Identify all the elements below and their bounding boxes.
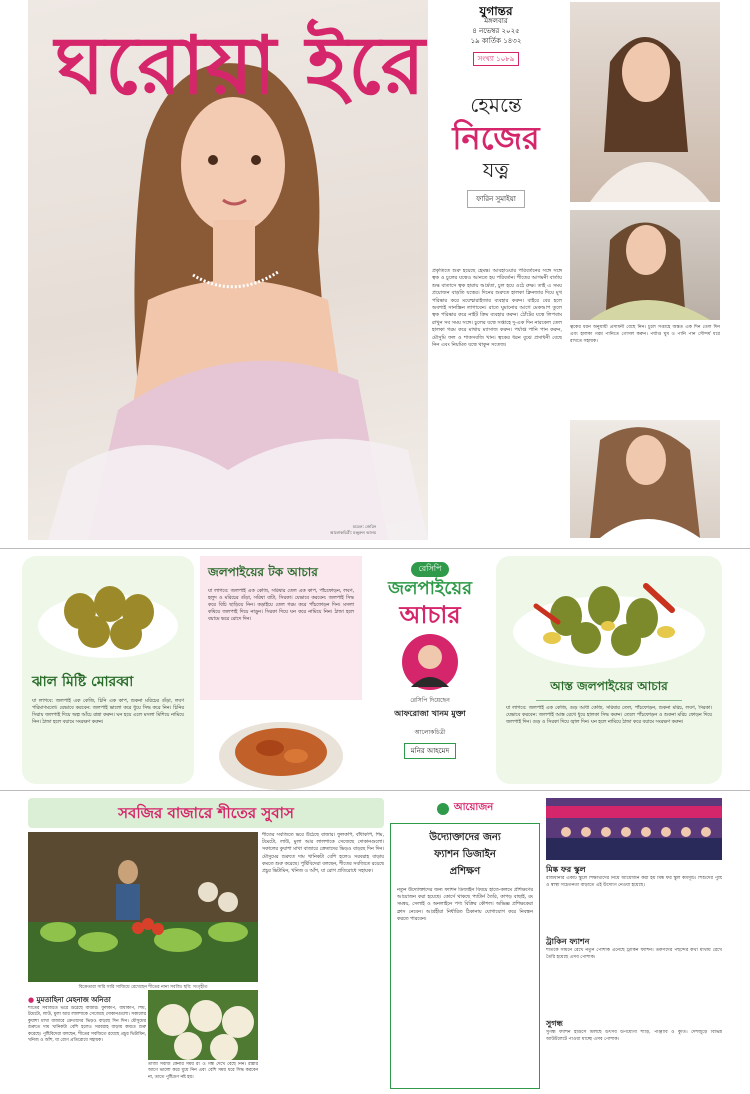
ast-body: যা লাগবে: জলপাই এক কেজি, গুড় আধা কেজি, সরিষার তেল, পাঁচফোড়ন, শুকনা মরিচ, লবণ, সিরকা। যেভাবে করবেন: জলপাই আস্ত রেখে ধুয়ে হালকা সিদ্ধ করুন। তেলে পাঁচফোড়ন ও শুকনা মরিচ ফোড়ন দিয়ে জলপাই দিন। গুড় ও সিরকা দিয়ে জ্বাল দিন। ঘন হলে নামিয়ে ঠান্ডা করে বয়ামে সংরক্ষণ করুন।: [506, 706, 712, 725]
feature-byline: ফারিন সুমাইয়া: [467, 190, 525, 208]
recipe-promo: [368, 556, 492, 784]
feature-headline: [430, 92, 562, 208]
cover-credit: [330, 524, 376, 536]
school-title: মিষ্ক ফর স্কুল: [546, 865, 586, 874]
market-title: সবজির বাজারে শীতের সুবাস: [118, 804, 294, 822]
sugandha-title: সুগন্ধ: [546, 1019, 563, 1028]
promo-title-2: আচার: [399, 600, 461, 629]
date-bangla: ১৯ কার্তিক ১৪৩২: [470, 37, 522, 45]
market-body-3: শীতের সবজিতে ভরে উঠেছে বাজার। ফুলকপি, বাঁধাকপি, শিম, টমেটো, লাউ, মুলা আর লালশাকে সেজেছে দোকানগুলো। সকালের কুয়াশা মাখা বাজারে ক্রেতাদের ভিড়ও বাড়ছে দিন দিন। মৌসুমের শুরুতে দাম খানিকটা বেশি হলেও সরবরাহ বাড়ায় কমতে শুরু করেছে। পুষ্টিবিদেরা বলছেন, শীতের সবজিতে রয়েছে প্রচুর ভিটামিন, খনিজ ও আঁশ, যা রোগ প্রতিরোধে সহায়ক।: [262, 833, 384, 875]
trakin-title: ট্রাকিন ফ্যাশন: [546, 937, 590, 946]
market-byline-name: মুমতাহিনা মেহনাজ অনিতা: [36, 996, 111, 1004]
date-english: ৪ নভেম্বর ২০২৫: [472, 27, 520, 35]
school-photo: [546, 798, 722, 860]
market-photo: [28, 832, 258, 982]
feature-body: প্রকৃতিতে শুরু হয়েছে হেমন্ত। আবহাওয়ার পরিবর্তনের সঙ্গে সঙ্গে ত্বক ও চুলের যত্নেও আনতে হয় পরিবর্তন। শীতের আগমনী বার্তায় শুষ্ক বাতাসে ত্বক হারায় আর্দ্রতা, চুল হয়ে ওঠে রুক্ষ। তাই এ সময় প্রয়োজন বাড়তি যত্নের। দিনের শুরুতে হালকা ক্লিনজার দিয়ে মুখ পরিষ্কার করে ময়েশ্চারাইজার ব্যবহার করুন। বাইরে বের হলে অবশ্যই সানস্ক্রিন লাগাবেন। রাতে ঘুমানোর আগে মেকআপ তুলে ত্বক পরিষ্কার করে নাইট ক্রিম ব্যবহার করুন। ঠোঁটের যত্নে লিপবাম রাখুন সব সময় সঙ্গে। চুলের যত্নে সপ্তাহে দু-এক দিন নারকেল তেল হালকা গরম করে মাথায় ম্যাসাজ করুন। পর্যাপ্ত পানি পান করুন, মৌসুমি ফল ও শাকসবজি খান। ত্বকের ধরন বুঝে প্রসাধনী বেছে নিন এবং নিয়মিত যত্নে থাকুন সতেজ।: [432, 268, 562, 349]
market-caption: বিক্রেতারা সারি সারি সাজিয়ে রেখেছেন শীতের নানা সবজি। ছবি: সংগৃহীত: [78, 985, 208, 990]
morobba-title: ঝাল মিষ্টি মোরব্বা: [32, 674, 134, 690]
fashion-section: [390, 798, 540, 1090]
chef-avatar: [401, 633, 459, 691]
tok-photo: [200, 700, 362, 798]
fashion-box: [390, 823, 540, 1089]
paper-logo: যুগান্তর: [479, 4, 513, 18]
chef-label: রেসিপি দিয়েছেন: [410, 697, 450, 704]
feature-tail: যত্ন: [482, 158, 510, 182]
feature-title: নিজের: [452, 119, 540, 157]
chef-name: আফরোজা খানম মুক্তা: [394, 709, 466, 718]
fashion-title-2: ফ্যাশন ডিজাইন: [434, 849, 496, 860]
issue-badge: সংখ্যা ১০৮৯: [473, 52, 520, 66]
market-title-bar: [28, 798, 384, 828]
fashion-title-1: উদ্যোক্তাদের জন্য: [429, 832, 501, 843]
photographer-name: মনির আহমেদ: [404, 743, 456, 759]
byline-bullet-icon: ●: [28, 996, 35, 1004]
feature-photo-2: [570, 210, 720, 320]
recipe-tag: রেসিপি: [411, 562, 450, 577]
photographer-label: আলোকচিত্রী: [414, 729, 446, 736]
school-body: রাজধানীর একটি স্কুলে শিক্ষার্থীদের নিয়ে আয়োজন করা হয় মিষ্ক ফর স্কুল কর্মসূচি। শিশুদের পুষ্টি ও স্বাস্থ্য সচেতনতা বাড়াতে এই উদ্যোগ নেওয়া হয়েছে।: [546, 876, 722, 888]
market-body-1: শীতের সবজিতে ভরে উঠেছে বাজার। ফুলকপি, বাঁধাকপি, শিম, টমেটো, লাউ, মুলা আর লালশাকে সেজেছে দোকানগুলো। সকালের কুয়াশা মাখা বাজারে ক্রেতাদের ভিড়ও বাড়ছে দিন দিন। মৌসুমের শুরুতে দাম খানিকটা বেশি হলেও সরবরাহ বাড়ায় কমতে শুরু করেছে। পুষ্টিবিদেরা বলছেন, শীতের সবজিতে রয়েছে প্রচুর ভিটামিন, খনিজ ও আঁশ, যা রোগ প্রতিরোধে সহায়ক।: [28, 1006, 146, 1044]
feature-side-text: ত্বকের ধরন অনুযায়ী প্রসাধনী বেছে নিন। চুলে সপ্তাহে অন্তত এক দিন তেল দিন এবং হালকা গরম পানিতে গোসল করুন। পর্যাপ্ত ঘুম ও পানি পান সৌন্দর্য ধরে রাখতে সহায়ক।: [570, 325, 720, 344]
market-byline: [28, 994, 146, 1006]
cover-model: মডেল: জেরিন: [352, 524, 377, 529]
masthead-title: ঘরোয়া ইরে: [55, 18, 426, 112]
market-body-2: তাজা সবজি কেনার সময় রং ও গন্ধ দেখে বেছে নিন। রান্নার আগে ভালো করে ধুয়ে নিন এবং বেশি সময় ধরে সিদ্ধ করবেন না, তাতে পুষ্টিগুণ নষ্ট হয়।: [148, 1062, 258, 1080]
ast-photo: [496, 556, 722, 674]
feature-photo-3: [570, 420, 720, 538]
recipe-morobba-card: [22, 556, 194, 784]
cover-photographer: আলোকচিত্রী: মঞ্জুরুল আলম: [330, 530, 377, 535]
promo-title-1: জলপাইয়ের: [387, 578, 473, 599]
feature-photo-1: [570, 2, 720, 202]
morobba-body: যা লাগবে: জলপাই এক কেজি, চিনি এক কাপ, শুকনা মরিচের গুঁড়া, লবণ পরিমাণমতো। যেভাবে করবেন: জলপাই ভালো করে ধুয়ে সিদ্ধ করে নিন। চিনির সিরায় জলপাই দিয়ে অল্প আঁচে রান্না করুন। ঘন হয়ে এলে মসলা মিশিয়ে নামিয়ে নিন। ঠান্ডা হলে বয়ামে সংরক্ষণ করুন।: [32, 699, 184, 725]
recipe-ast-card: [496, 556, 722, 784]
tok-body: যা লাগবে: জলপাই এক কেজি, সরিষার তেল এক কাপ, পাঁচফোড়ন, লবণ, হলুদ ও মরিচের গুঁড়া, সরিষা বাটা, সিরকা। যেভাবে করবেন: জলপাই সিদ্ধ করে বিচি ছাড়িয়ে নিন। কড়াইয়ে তেল গরম করে পাঁচফোড়ন দিন। মসলা কষিয়ে জলপাই দিয়ে নাড়ুন। সিরকা দিয়ে ঘন করে নামিয়ে নিন। ঠান্ডা হলে বয়ামে ভরে রোদে দিন।: [208, 589, 354, 622]
ast-title: আস্ত জলপাইয়ের আচার: [536, 678, 682, 701]
event-icon: [437, 803, 449, 815]
date-box: [430, 0, 562, 90]
morobba-photo: [22, 556, 194, 666]
recipe-tok-card: [200, 556, 362, 784]
feature-kicker: হেমন্তে: [470, 93, 522, 117]
sugandha-body: সুগন্ধ ফ্যাশন হাউসে মিলছে উৎসব উপযোগী শাড়ি, পাঞ্জাবি ও কুর্তি। দেশজুড়ে বিভিন্ন আউটলেটে পাওয়া যাচ্ছে এসব পোশাক।: [546, 1030, 722, 1042]
cauliflower-photo: [148, 990, 258, 1060]
weekday: মঙ্গলবার: [484, 17, 508, 25]
tok-title: জলপাইয়ের টক আচার: [208, 565, 318, 579]
fashion-tag: আয়োজন: [453, 802, 494, 813]
trakin-body: শীতকে সামনে রেখে নতুন পোশাক এনেছে ট্রাকিন ফ্যাশন। তরুণদের পছন্দের কথা মাথায় রেখে তৈরি হয়েছে এসব পোশাক।: [546, 948, 722, 960]
fashion-body: নতুন উদ্যোক্তাদের জন্য ফ্যাশন ডিজাইন বিষয়ে হাতে-কলমে প্রশিক্ষণের আয়োজন করা হয়েছে। কোর্সে থাকছে প্যাটার্ন তৈরি, কাপড় বাছাই, রং সমন্বয়, সেলাই ও অনলাইনে পণ্য বিক্রির কৌশল। অভিজ্ঞ প্রশিক্ষকেরা ক্লাস নেবেন। আগ্রহীরা নির্ধারিত ঠিকানায় যোগাযোগ করে নিবন্ধন করতে পারবেন।: [397, 888, 533, 922]
fashion-title-3: প্রশিক্ষণ: [449, 866, 481, 877]
